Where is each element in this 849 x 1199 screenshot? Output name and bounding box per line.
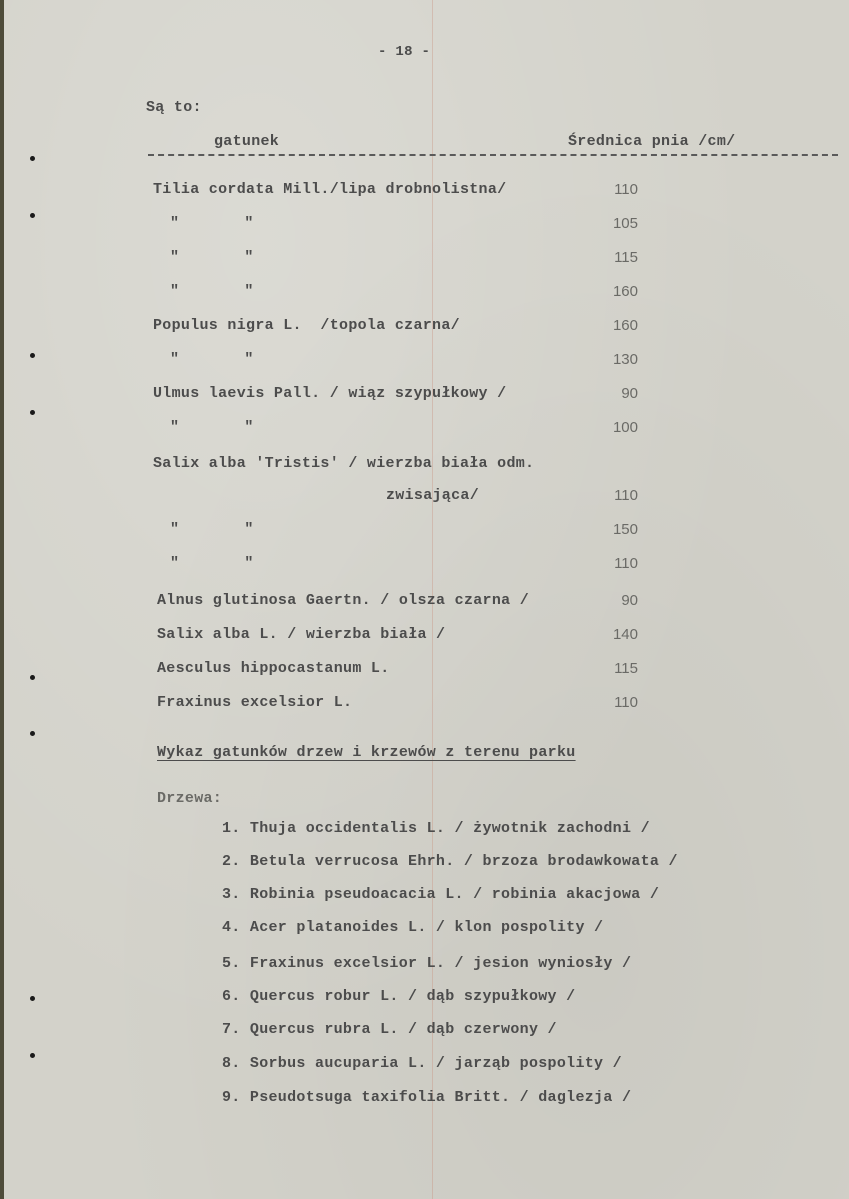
punch-hole-dot xyxy=(30,996,35,1001)
table-row-species: Ulmus laevis Pall. / wiąz szypułkowy / xyxy=(153,385,507,402)
table-row-diameter: 90 xyxy=(621,592,638,609)
table-row-diameter: 115 xyxy=(614,660,638,677)
list-item: 8. Sorbus aucuparia L. / jarząb pospolity / xyxy=(222,1055,622,1072)
table-row-diameter: 110 xyxy=(614,181,638,198)
table-row-diameter: 100 xyxy=(612,419,638,436)
table-row-diameter: 110 xyxy=(614,487,638,504)
list-item: 7. Quercus rubra L. / dąb czerwony / xyxy=(222,1021,557,1038)
table-row-species: Populus nigra L. /topola czarna/ xyxy=(153,317,460,334)
list-item: 3. Robinia pseudoacacia L. / robinia akacjowa / xyxy=(222,886,660,903)
punch-hole-dot xyxy=(30,410,35,415)
header-divider xyxy=(148,154,838,156)
table-row-diameter: 110 xyxy=(614,694,638,711)
table-row-species: " " xyxy=(170,521,254,538)
table-row-species: Salix alba L. / wierzba biała / xyxy=(157,626,446,643)
table-row-diameter: 110 xyxy=(614,555,638,572)
punch-hole-dot xyxy=(30,731,35,736)
section-title: Wykaz gatunków drzew i krzewów z terenu parku xyxy=(157,744,576,761)
table-row-species: " " xyxy=(170,215,254,232)
punch-hole-dot xyxy=(30,353,35,358)
page-number: - 18 - xyxy=(378,44,431,60)
table-row-species: " " xyxy=(170,419,254,436)
table-row-species: Aesculus hippocastanum L. xyxy=(157,660,390,677)
list-item: 4. Acer platanoides L. / klon pospolity / xyxy=(222,919,604,936)
table-row-species: Fraxinus excelsior L. xyxy=(157,694,353,711)
table-row-species: Alnus glutinosa Gaertn. / olsza czarna / xyxy=(157,592,530,609)
list-item: 1. Thuja occidentalis L. / żywotnik zachodni / xyxy=(222,820,650,837)
table-row-diameter: 115 xyxy=(614,249,638,266)
column-header-diameter: Średnica pnia /cm/ xyxy=(568,133,736,150)
punch-hole-dot xyxy=(30,213,35,218)
table-row-species: " " xyxy=(170,283,254,300)
table-row-species: Tilia cordata Mill./lipa drobnolistna/ xyxy=(153,181,507,198)
punch-hole-dot xyxy=(30,675,35,680)
table-row-diameter: 130 xyxy=(612,351,638,368)
table-row-species: Salix alba 'Tristis' / wierzba biała odm. xyxy=(153,455,535,472)
table-row-diameter: 150 xyxy=(612,521,638,538)
table-row-species: " " xyxy=(170,249,254,266)
list-item: 9. Pseudotsuga taxifolia Britt. / daglezja / xyxy=(222,1089,632,1106)
punch-hole-dot xyxy=(30,1053,35,1058)
table-row-diameter: 105 xyxy=(612,215,638,232)
list-item: 5. Fraxinus excelsior L. / jesion wyniosły / xyxy=(222,955,632,972)
table-row-species: " " xyxy=(170,351,254,368)
subsection-title: Drzewa: xyxy=(157,790,223,807)
list-item: 6. Quercus robur L. / dąb szypułkowy / xyxy=(222,988,576,1005)
page-edge xyxy=(0,0,4,1199)
table-row-diameter: 90 xyxy=(621,385,638,402)
intro-text: Są to: xyxy=(146,99,202,116)
table-row-species-continuation: zwisająca/ xyxy=(386,487,480,504)
column-header-species: gatunek xyxy=(214,133,280,150)
punch-hole-dot xyxy=(30,156,35,161)
list-item: 2. Betula verrucosa Ehrh. / brzoza brodawkowata / xyxy=(222,853,678,870)
table-row-diameter: 160 xyxy=(612,317,638,334)
table-row-species: " " xyxy=(170,555,254,572)
table-row-diameter: 160 xyxy=(612,283,638,300)
table-row-diameter: 140 xyxy=(612,626,638,643)
